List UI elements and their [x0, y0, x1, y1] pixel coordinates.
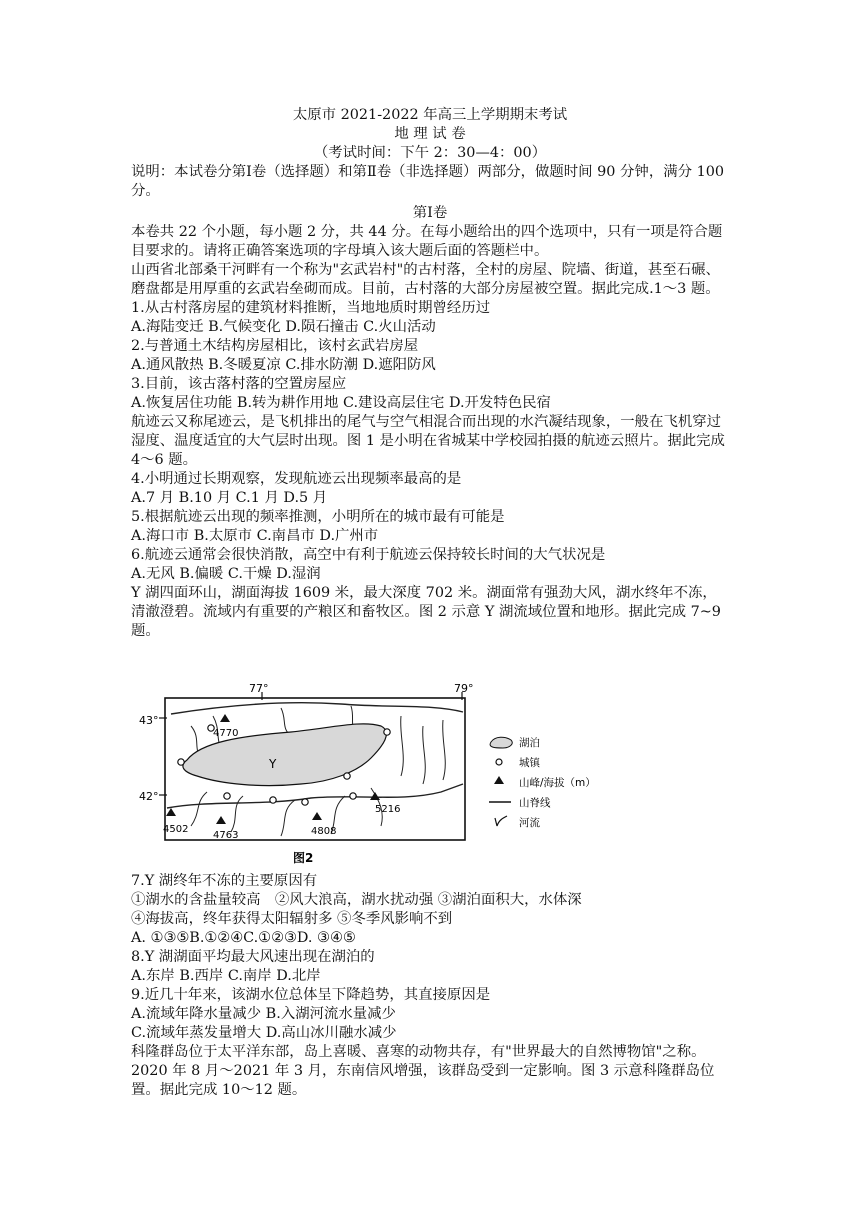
legend-town: 城镇: [519, 757, 540, 769]
question-4-options: A.7 月 B.10 月 C.1 月 D.5 月: [131, 490, 328, 506]
passage-4: 科隆群岛位于太平洋东部，岛上喜暖、喜寒的动物共存，有"世界最大的自然博物馆"之称。2020 年 8 月～2021 年 3 月，东南信风增强，该群岛受到一定影响。图 3 示意科隆群岛位置。据此完成 10～12 题。: [131, 1044, 715, 1098]
question-5-options: A.海口市 B.太原市 C.南昌市 D.广州市: [131, 528, 379, 544]
legend-river: 河流: [519, 817, 540, 829]
section-title: 第Ⅰ卷: [412, 205, 448, 221]
figure-2-lake-map: [131, 676, 611, 870]
exam-time: （考试时间：下午 2：30—4：00）: [313, 145, 547, 161]
lake-label: Y: [269, 757, 277, 771]
map-legend: [489, 736, 596, 829]
peak-label-3: 4502: [163, 824, 189, 835]
question-2: 2.与普通土木结构房屋相比，该村玄武岩房屋: [131, 338, 419, 354]
question-3-options: A.恢复居住功能 B.转为耕作用地 C.建设高层住宅 D.开发特色民宿: [131, 395, 551, 411]
peak-label-1: 4770: [213, 728, 239, 739]
passage-3: Y 湖四面环山，湖面海拔 1609 米，最大深度 702 米。湖面常有强劲大风，湖水终年不冻，清澈澄碧。流域内有重要的产粮区和畜牧区。图 2 示意 Y 湖流域位置和地形。据此完成 7~9 题。: [131, 585, 721, 639]
lat-label-bottom: 42°: [139, 790, 159, 803]
peak-label-5: 4808: [311, 826, 337, 837]
lon-label-right: 79°: [454, 682, 474, 695]
legend-lake: 湖泊: [519, 737, 540, 749]
passage-2: 航迹云又称尾迹云，是飞机排出的尾气与空气相混合而出现的水汽凝结现象，一般在飞机穿过湿度、温度适宜的大气层时出现。图 1 是小明在省城某中学校园拍摄的航迹云照片。据此完成 4～6 题。: [131, 414, 725, 468]
ridge-line-south: [167, 784, 463, 808]
questions-part2: [131, 872, 731, 1100]
ridge-line-north: [171, 703, 463, 714]
question-8-options: A.东岸 B.西岸 C.南岸 D.北岸: [131, 968, 321, 984]
legend-ridge: 山脊线: [519, 797, 551, 809]
exam-subject: 地 理 试 卷: [394, 126, 466, 142]
question-4: 4.小明通过长期观察，发现航迹云出现频率最高的是: [131, 471, 462, 487]
legend-peak: 山峰/海拔（m）: [519, 777, 596, 789]
question-7: 7.Y 湖终年不冻的主要原因有: [131, 873, 318, 889]
section-intro: 本卷共 22 个小题，每小题 2 分，共 44 分。在每小题给出的四个选项中，只有一项是符合题目要求的。请将正确答案选项的字母填入该大题后面的答题栏中。: [131, 224, 723, 259]
question-2-options: A.通风散热 B.冬暖夏凉 C.排水防潮 D.遮阳防风: [131, 357, 436, 373]
question-5: 5.根据航迹云出现的频率推测，小明所在的城市最有可能是: [131, 509, 505, 525]
question-8: 8.Y 湖湖面平均最大风速出现在湖泊的: [131, 949, 375, 965]
question-9-options-2: C.流域年蒸发量增大 D.高山冰川融水减少: [131, 1025, 397, 1041]
question-9-options-1: A.流域年降水量减少 B.入湖河流水量减少: [131, 1006, 396, 1022]
figure-caption: 图2: [293, 851, 314, 865]
questions-part1: [131, 223, 731, 641]
question-9: 9.近几十年来，该湖水位总体呈下降趋势，其直接原因是: [131, 987, 491, 1003]
question-1-options: A.海陆变迁 B.气候变化 D.陨石撞击 C.火山活动: [131, 319, 436, 335]
peak-label-2: 5216: [375, 804, 401, 815]
question-1: 1.从古村落房屋的建筑材料推断，当地地质时期曾经历过: [131, 300, 491, 316]
passage-1: 山西省北部桑干河畔有一个称为"玄武岩村"的古村落，全村的房屋、院墙、街道，甚至石碾、磨盘都是用厚重的玄武岩垒砌而成。目前，古村落的大部分房屋被空置。据此完成.1～3 题。: [131, 262, 720, 297]
exam-note: 说明：本试卷分第Ⅰ卷（选择题）和第Ⅱ卷（非选择题）两部分，做题时间 90 分钟，满分 100 分。: [131, 164, 725, 199]
exam-title: 太原市 2021-2022 年高三上学期期末考试: [292, 107, 568, 123]
question-7-statements-1: ①湖水的含盐量较高 ②风大浪高，湖水扰动强 ③湖泊面积大，水体深: [131, 892, 582, 908]
question-7-options: A. ①③⑤B.①②④C.①②③D. ③④⑤: [131, 930, 356, 946]
lat-label-top: 43°: [139, 714, 159, 727]
question-7-statements-2: ④海拔高，终年获得太阳辐射多 ⑤冬季风影响不到: [131, 911, 453, 927]
question-6: 6.航迹云通常会很快消散，高空中有利于航迹云保持较长时间的大气状况是: [131, 547, 606, 563]
question-3: 3.目前，该古落村落的空置房屋应: [131, 376, 347, 392]
peak-label-4: 4763: [213, 830, 239, 841]
lon-label-left: 77°: [249, 682, 269, 695]
question-6-options: A.无风 B.偏暖 C.干燥 D.湿润: [131, 566, 321, 582]
